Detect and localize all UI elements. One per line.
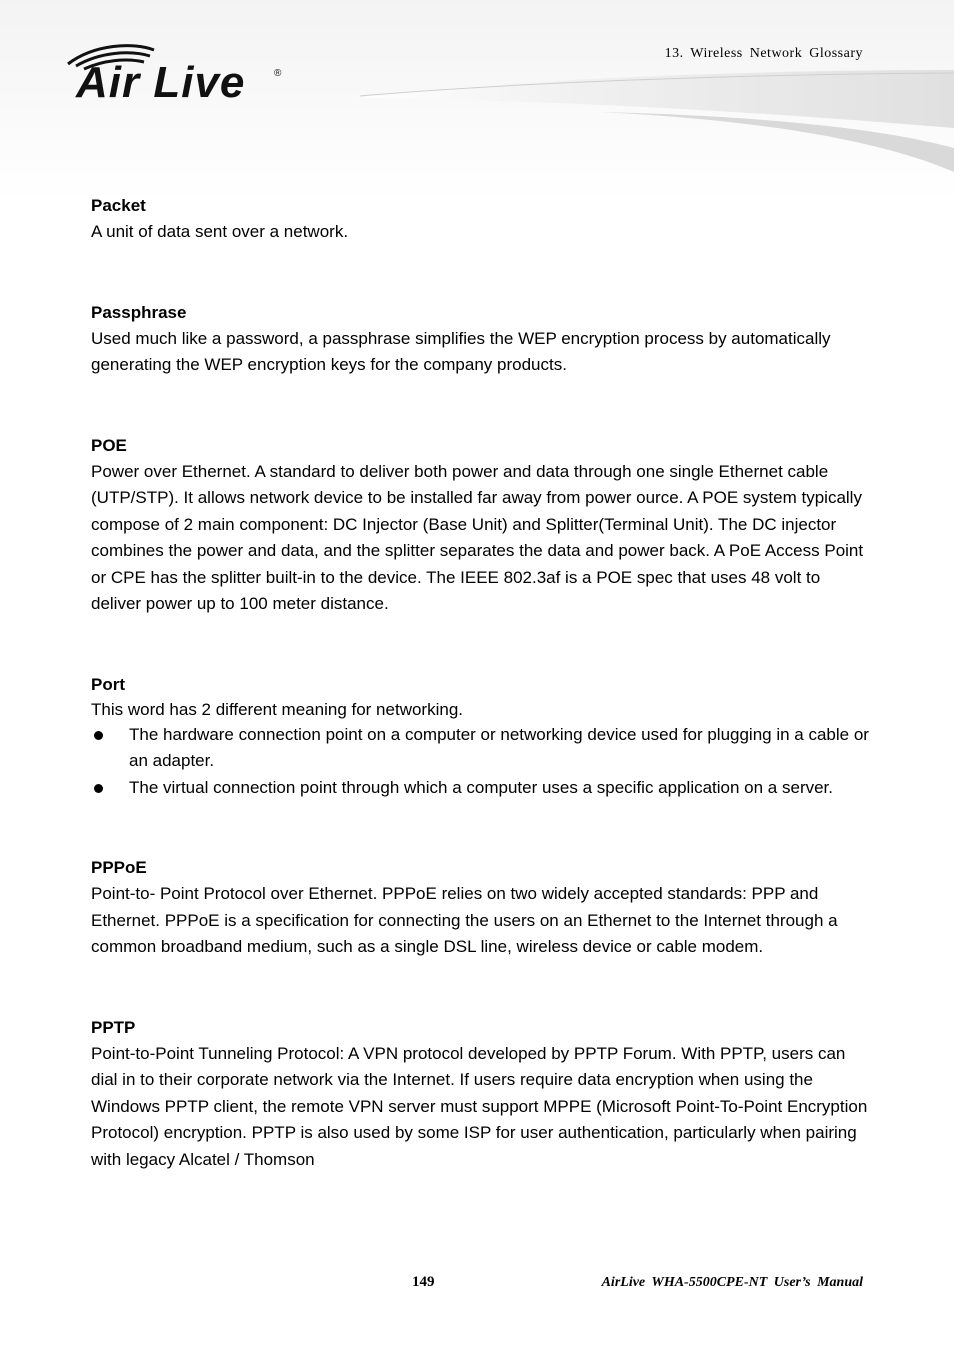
term-title: Packet (91, 196, 146, 215)
glossary-content (91, 193, 871, 1173)
bullet-icon (94, 784, 103, 793)
term-description: Point-to-Point Tunneling Protocol: A VPN protocol developed by PPTP Forum. With PPTP, users can dial in to their corporate network via the Internet. If users require data encryption when using the Windows PPTP client, the remote VPN server must support MPPE (Microsoft Point-To-Point Encryption Protocol) encryption. PPTP is also used by some ISP for user authentication, particularly when pairing with legacy Alcatel / Thomson (91, 1043, 868, 1169)
bullet-list (91, 722, 871, 802)
manual-title: AirLive WHA-5500CPE-NT User’s Manual (601, 1275, 863, 1290)
bullet-icon (94, 731, 103, 740)
term-description: Used much like a password, a passphrase simplifies the WEP encryption process by automatically generating the WEP encryption keys for the company products. (91, 328, 831, 374)
term-title: PPPoE (91, 858, 147, 877)
glossary-entry-poe (91, 433, 871, 618)
glossary-entry-port (91, 672, 871, 802)
list-item (91, 775, 871, 802)
glossary-entry-passphrase (91, 300, 871, 379)
bullet-text: The virtual connection point through which a computer uses a specific application on a server. (129, 777, 834, 797)
airlive-logo (62, 40, 292, 110)
logo-wordmark: Air Live (76, 58, 246, 107)
term-title: Port (91, 674, 125, 694)
term-description: This word has 2 different meaning for networking. (91, 699, 463, 719)
term-description: Point-to- Point Protocol over Ethernet. PPPoE relies on two widely accepted standards: PPP and Ethernet. PPPoE is a specification for connecting the users on an Ethernet to the Internet through a common broadband medium, such as a single DSL line, wireless device or cable modem. (91, 884, 838, 956)
term-title: Passphrase (91, 302, 187, 322)
registered-mark: ® (274, 68, 282, 79)
page-number: 149 (412, 1274, 435, 1290)
list-item (91, 722, 871, 775)
bullet-text: The hardware connection point on a computer or networking device used for plugging in a cable or an adapter. (129, 724, 869, 770)
term-description: Power over Ethernet. A standard to deliver both power and data through one single Ethernet cable (UTP/STP). It allows network device to be installed far away from power ource. A POE system typically compose of 2 main component: DC Injector (Base Unit) and Splitter(Terminal Unit). The DC injector combines the power and data, and the splitter separates the data and power back. A PoE Access Point or CPE has the splitter built-in to the device. The IEEE 802.3af is a POE spec that uses 48 volt to deliver power up to 100 meter distance. (91, 461, 864, 613)
term-title: PPTP (91, 1017, 136, 1037)
glossary-entry-pptp (91, 1015, 871, 1174)
glossary-entry-pppoe (91, 855, 871, 961)
chapter-title: 13. Wireless Network Glossary (664, 46, 863, 61)
term-description: A unit of data sent over a network. (91, 222, 349, 241)
term-title: POE (91, 435, 127, 455)
glossary-entry-packet (91, 193, 871, 246)
